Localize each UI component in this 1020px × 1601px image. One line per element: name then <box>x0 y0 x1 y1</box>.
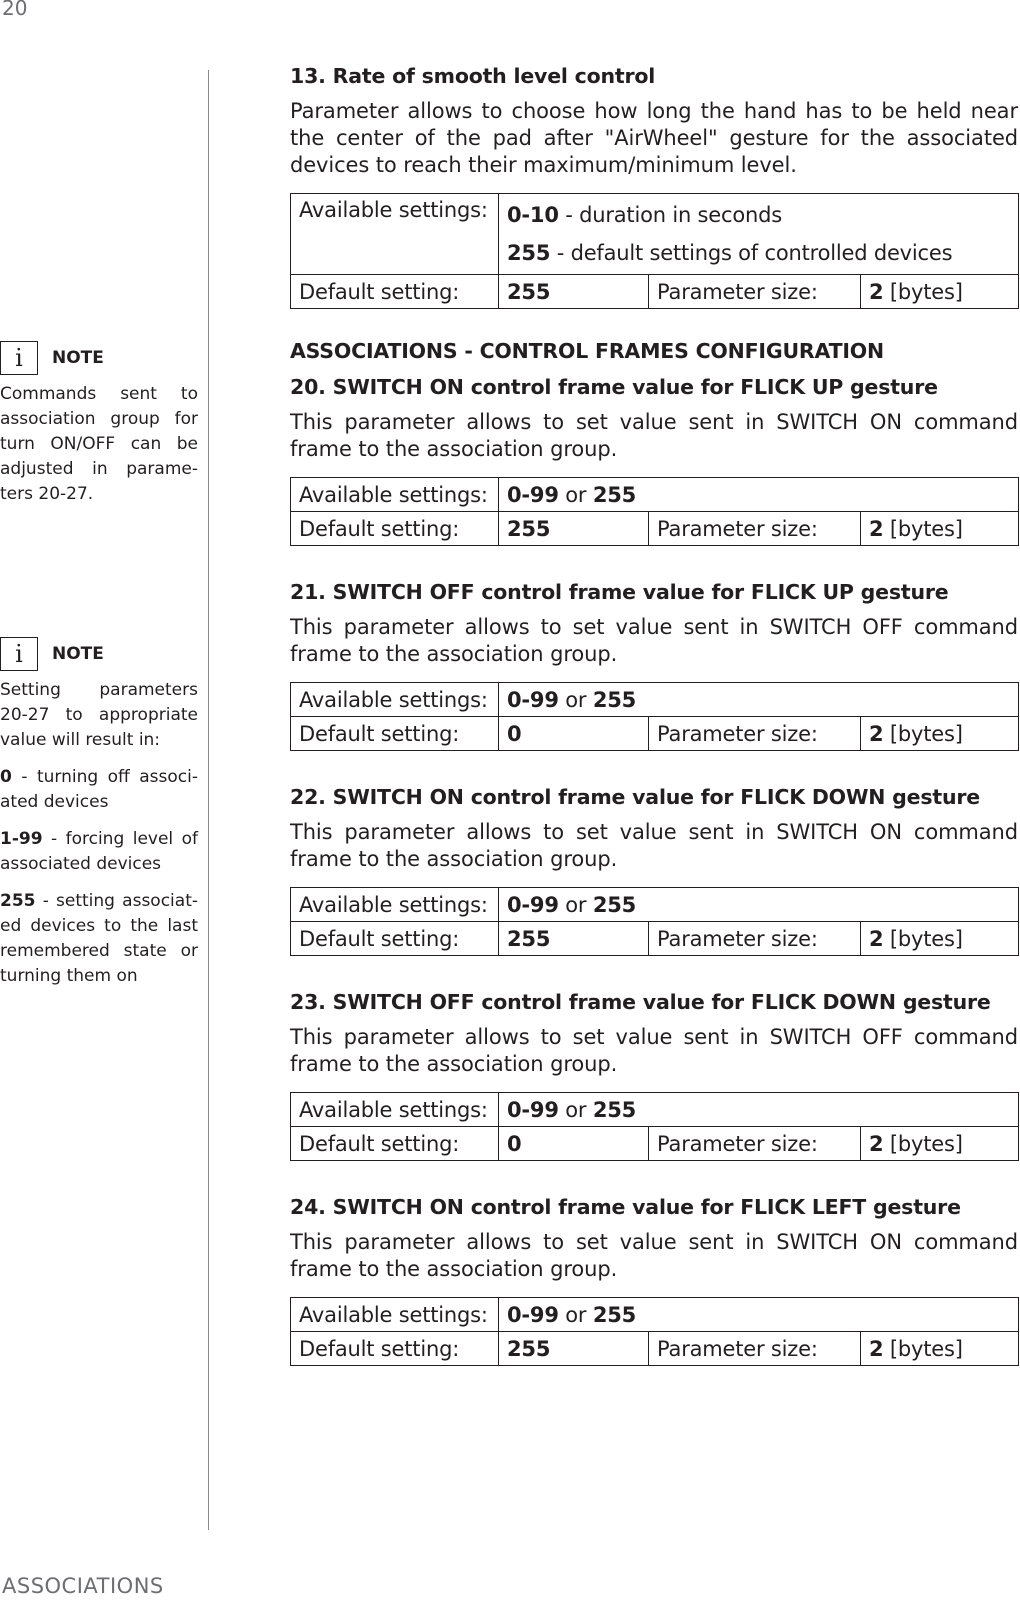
parameter-table <box>290 887 1019 956</box>
available-settings-label: Available settings: <box>291 1298 499 1332</box>
parameter-table <box>290 193 1019 309</box>
parameter-24 <box>290 1195 1018 1366</box>
available-settings-label: Available settings: <box>291 1093 499 1127</box>
parameter-description: Parameter allows to choose how long the hand has to be held near the center of the pad after "AirWheel" gesture for the associated devices to reach their maximum/minimum level. <box>290 99 1018 177</box>
note-value-text: - forcing level of associated devices <box>0 829 198 874</box>
default-setting-value: 255 <box>499 1332 649 1366</box>
note-value-list <box>0 765 198 989</box>
parameter-description: This parameter allows to set value sent in SWITCH ON command frame to the association group. <box>290 820 1018 871</box>
default-setting-value: 255 <box>499 512 649 546</box>
main-content <box>290 64 1018 1400</box>
default-setting-value: 255 <box>499 275 649 309</box>
or-text: or <box>558 482 593 507</box>
page-number: 20 <box>2 0 28 20</box>
available-settings-label: Available settings: <box>291 194 499 275</box>
note-title: NOTE <box>52 348 104 368</box>
parameter-description: This parameter allows to set value sent in SWITCH OFF command frame to the association group. <box>290 615 1018 666</box>
note-value: 1-99 <box>0 829 43 849</box>
or-text: or <box>558 1302 593 1327</box>
available-settings-values <box>499 683 1019 717</box>
or-text: or <box>558 892 593 917</box>
range-value: 0-99 <box>507 687 559 712</box>
available-settings-values <box>499 478 1019 512</box>
parameter-table <box>290 477 1019 546</box>
note-commands <box>0 340 198 507</box>
range-value: 0-99 <box>507 482 559 507</box>
parameter-title: 24. SWITCH ON control frame value for FLICK LEFT gesture <box>290 1195 961 1219</box>
note-header <box>0 340 198 376</box>
or-text: or <box>558 1097 593 1122</box>
size-unit: [bytes] <box>883 1131 963 1156</box>
alt-value: 255 <box>592 482 637 507</box>
parameter-size-cell <box>861 1127 1019 1161</box>
parameter-title: 23. SWITCH OFF control frame value for FLICK DOWN gesture <box>290 990 991 1014</box>
default-setting-value: 255 <box>499 922 649 956</box>
option-line <box>507 196 1010 234</box>
parameter-table <box>290 682 1019 751</box>
parameter-size-label: Parameter size: <box>649 922 861 956</box>
alt-value: 255 <box>592 1302 637 1327</box>
list-item <box>0 889 198 989</box>
parameter-size-value: 2 <box>869 516 884 541</box>
parameter-size-label: Parameter size: <box>649 717 861 751</box>
range-value: 0-99 <box>507 892 559 917</box>
default-setting-value: 0 <box>499 717 649 751</box>
parameter-size-label: Parameter size: <box>649 275 861 309</box>
info-icon: i <box>0 637 38 671</box>
parameter-description: This parameter allows to set value sent in SWITCH ON command frame to the association group. <box>290 1230 1018 1281</box>
default-setting-label: Default setting: <box>291 717 499 751</box>
default-setting-label: Default setting: <box>291 922 499 956</box>
note-header <box>0 636 198 672</box>
parameter-size-label: Parameter size: <box>649 1332 861 1366</box>
default-setting-label: Default setting: <box>291 1332 499 1366</box>
option-text: - default settings of controlled devices <box>550 241 953 265</box>
note-intro: Setting parameters 20-27 to appropriate value will result in: <box>0 680 198 750</box>
parameter-title: 22. SWITCH ON control frame value for FLICK DOWN gesture <box>290 785 980 809</box>
or-text: or <box>558 687 593 712</box>
parameter-22 <box>290 785 1018 956</box>
available-settings-values <box>499 888 1019 922</box>
available-settings-values <box>499 1298 1019 1332</box>
note-title: NOTE <box>52 644 104 664</box>
available-settings-values <box>499 1093 1019 1127</box>
size-unit: [bytes] <box>883 926 963 951</box>
available-settings-label: Available settings: <box>291 478 499 512</box>
alt-value: 255 <box>592 1097 637 1122</box>
parameter-23 <box>290 990 1018 1161</box>
parameter-20 <box>290 375 1018 546</box>
parameter-title: 20. SWITCH ON control frame value for FLICK UP gesture <box>290 375 938 399</box>
list-item <box>0 827 198 877</box>
parameter-size-cell <box>861 717 1019 751</box>
parameter-size-value: 2 <box>869 926 884 951</box>
available-settings-values <box>499 194 1019 275</box>
default-setting-label: Default setting: <box>291 1127 499 1161</box>
note-value: 255 <box>0 891 36 911</box>
parameter-size-label: Parameter size: <box>649 512 861 546</box>
range-value: 0-99 <box>507 1302 559 1327</box>
note-value-text: - setting associat-ed devices to the last remembered state or turning them on <box>0 891 198 986</box>
parameter-size-cell <box>861 512 1019 546</box>
parameter-size-value: 2 <box>869 721 884 746</box>
parameter-description: This parameter allows to set value sent in SWITCH ON command frame to the association group. <box>290 410 1018 461</box>
parameter-title: 21. SWITCH OFF control frame value for FLICK UP gesture <box>290 580 949 604</box>
parameter-table <box>290 1297 1019 1366</box>
option-value: 0-10 <box>507 203 559 227</box>
range-value: 0-99 <box>507 1097 559 1122</box>
size-unit: [bytes] <box>883 279 963 304</box>
alt-value: 255 <box>592 892 637 917</box>
size-unit: [bytes] <box>883 516 963 541</box>
parameter-13 <box>290 64 1018 309</box>
default-setting-label: Default setting: <box>291 275 499 309</box>
parameter-size-value: 2 <box>869 1336 884 1361</box>
parameter-size-label: Parameter size: <box>649 1127 861 1161</box>
list-item <box>0 765 198 815</box>
parameter-size-cell <box>861 275 1019 309</box>
size-unit: [bytes] <box>883 1336 963 1361</box>
alt-value: 255 <box>592 687 637 712</box>
parameter-21 <box>290 580 1018 751</box>
parameter-description: This parameter allows to set value sent in SWITCH OFF command frame to the association group. <box>290 1025 1018 1076</box>
available-settings-label: Available settings: <box>291 888 499 922</box>
info-icon: i <box>0 341 38 375</box>
parameter-size-cell <box>861 922 1019 956</box>
parameter-size-value: 2 <box>869 279 884 304</box>
parameter-table <box>290 1092 1019 1161</box>
column-divider <box>208 70 209 1530</box>
note-setting-values <box>0 636 198 989</box>
section-heading: ASSOCIATIONS - CONTROL FRAMES CONFIGURATION <box>290 339 884 363</box>
default-setting-value: 0 <box>499 1127 649 1161</box>
parameter-title: 13. Rate of smooth level control <box>290 64 656 88</box>
note-text: Commands sent to association group for turn ON/OFF can be adjusted in parame-ters 20-27. <box>0 384 198 504</box>
parameter-size-value: 2 <box>869 1131 884 1156</box>
available-settings-label: Available settings: <box>291 683 499 717</box>
option-text: - duration in seconds <box>558 203 782 227</box>
option-value: 255 <box>507 241 551 265</box>
parameter-size-cell <box>861 1332 1019 1366</box>
note-value-text: - turning off associ-ated devices <box>0 767 198 812</box>
option-line <box>507 234 1010 272</box>
default-setting-label: Default setting: <box>291 512 499 546</box>
size-unit: [bytes] <box>883 721 963 746</box>
note-value: 0 <box>0 767 12 787</box>
footer-section-label: ASSOCIATIONS <box>2 1574 164 1598</box>
